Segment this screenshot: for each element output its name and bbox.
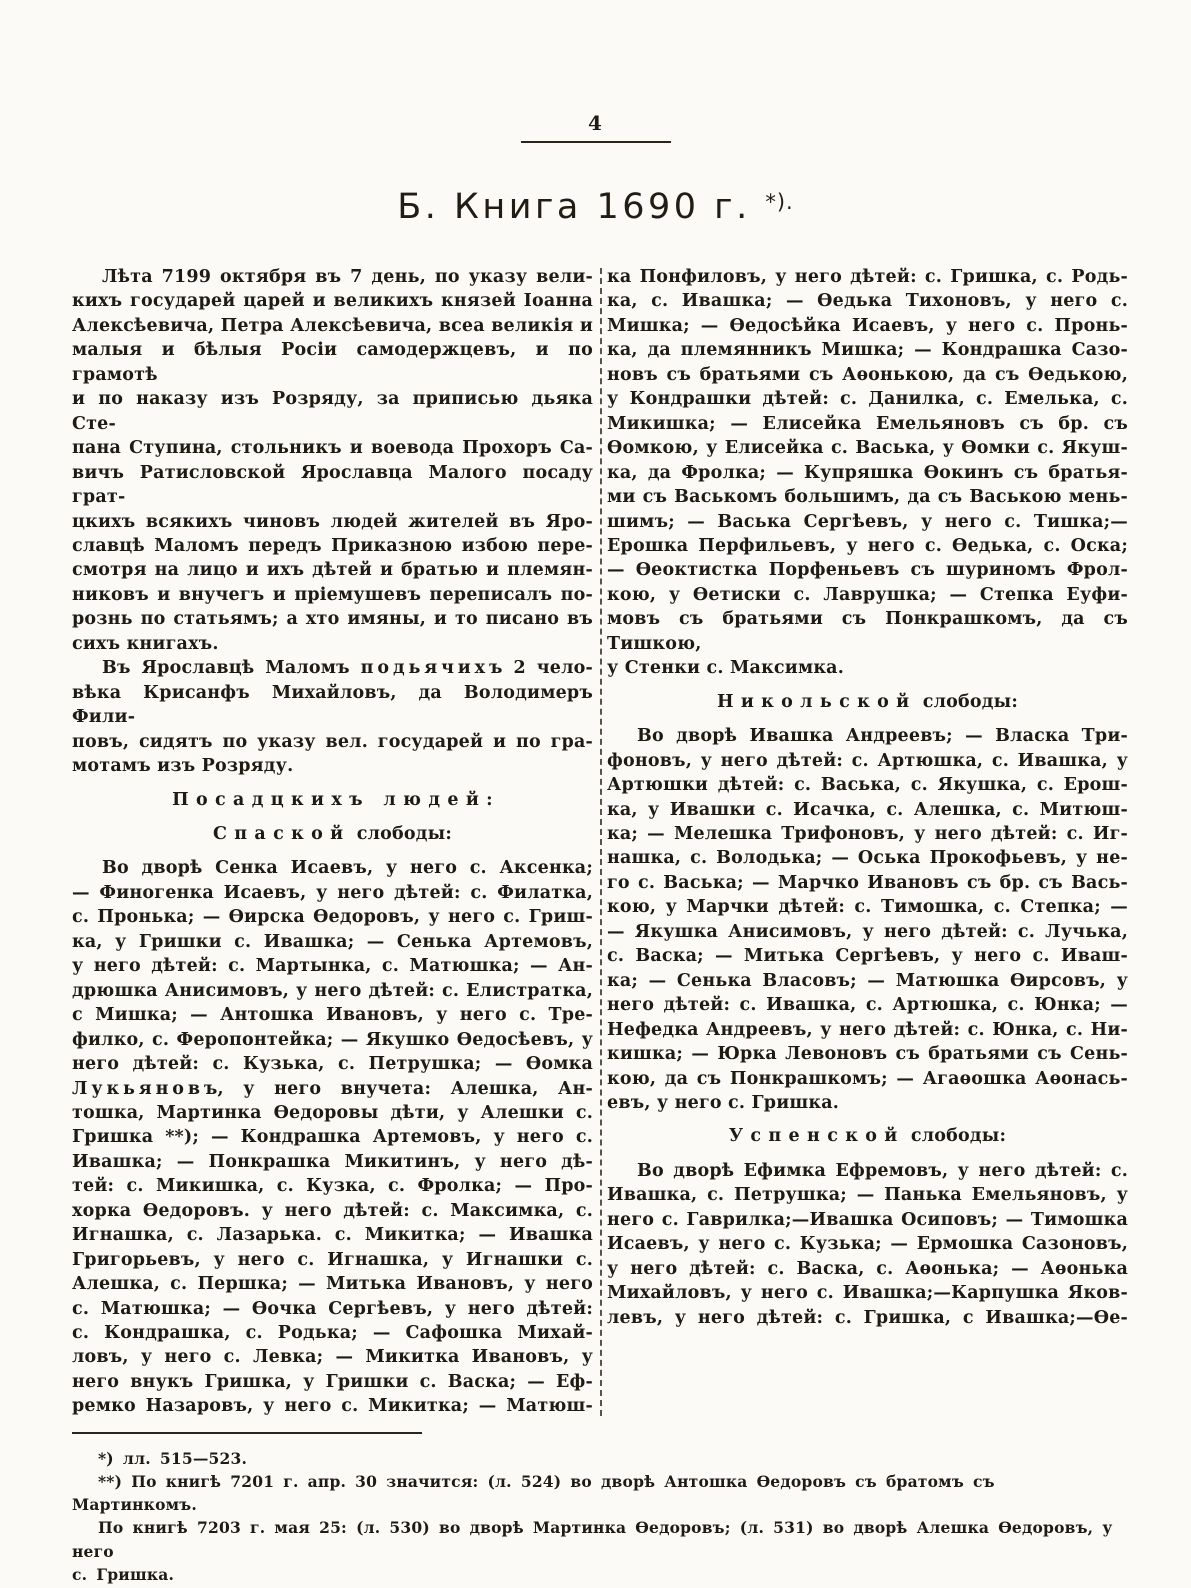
footnotes-area	[72, 1432, 1128, 1586]
text-line: славцѣ Маломъ передъ Приказною избою пере-	[72, 535, 593, 556]
text-line: Артюшки дѣтей: с. Васька, с. Якушка, с. Ерош-	[607, 775, 1128, 796]
text-line: кишка; — Юрка Левоновъ съ братьями съ Сень-	[607, 1044, 1128, 1065]
text-line: левъ, у него дѣтей: с. Гришка, с Ивашка;—Ѳе-	[607, 1307, 1128, 1328]
text-line: рознь по статьямъ; а хто имяны, и то писано въ	[72, 609, 593, 630]
text-line: у Кондрашки дѣтей: с. Данилка, с. Емелька, с.	[607, 389, 1128, 410]
text-line: нашка, с. Володька; — Оська Прокофьевъ, у не-	[607, 848, 1128, 869]
footnote-separator-rule	[72, 1432, 422, 1434]
text-line: Григорьевъ, у него с. Игнашка, у Игнашки с.	[72, 1249, 593, 1270]
page-title-text: Б. Книга 1690 г.	[397, 187, 751, 227]
section-heading-text: слободы:	[916, 691, 1019, 712]
text-line: Мишка; — Ѳедосѣйка Исаевъ, у него с. Пронь-	[607, 315, 1128, 336]
text-line: с. Пронька; — Ѳирска Ѳедоровъ, у него с. Гриш-	[72, 907, 593, 928]
section-heading	[607, 1124, 1128, 1148]
text-line: с. Кондрашка, с. Родька; — Сафошка Михай-	[72, 1323, 593, 1344]
text-line: — Ѳеоктистка Порфеньевъ съ шуриномъ Фрол-	[607, 560, 1128, 581]
text-line: ка, с. Ивашка; — Ѳедька Тихоновъ, у него с.	[607, 291, 1128, 312]
text-line: смотря на лицо и ихъ дѣтей и братью и племян-	[72, 560, 593, 581]
right-column	[607, 265, 1128, 1419]
text-line: повъ, сидятъ по указу вел. государей и по гра-	[72, 731, 593, 752]
text-line: ми съ Васькомъ большимъ, да съ Ваською мень-	[607, 487, 1128, 508]
section-heading-text: слободы:	[904, 1126, 1007, 1147]
text-line: го с. Васька; — Марчко Ивановъ съ бр. съ Вась-	[607, 872, 1128, 893]
text-line: сихъ книгахъ.	[72, 633, 219, 654]
text-line: никовъ и внучегъ и пріемушевъ переписалъ по-	[72, 584, 593, 605]
text-line: хорка Ѳедоровъ. у него дѣтей: с. Максимка, с.	[72, 1200, 593, 1221]
text-line: ремко Назаровъ, у него с. Микитка; — Матюш-	[72, 1396, 593, 1417]
text-line: евъ, у него с. Гришка.	[607, 1092, 840, 1113]
section-heading-spaced-text: Никольской	[716, 691, 917, 712]
text-line: — Финогенка Исаевъ, у него дѣтей: с. Филатка,	[72, 882, 593, 903]
text-line: ка, да Фролка; — Купряшка Ѳокинъ съ братья-	[607, 462, 1128, 483]
paragraph	[72, 656, 593, 778]
text-line: Ивашка; — Понкрашка Микитинъ, у него дѣ-	[72, 1151, 593, 1172]
text-line: у него дѣтей: с. Васка, с. Аѳонька; — Аѳонька	[607, 1258, 1128, 1279]
text-line: малыя и бѣлыя Росіи самодержцевъ, и по грамотѣ	[72, 340, 593, 385]
text-line: с. Матюшка; — Ѳочка Сергѣевъ, у него дѣтей:	[72, 1298, 593, 1319]
text-line: цкихъ всякихъ чиновъ людей жителей въ Яро-	[72, 511, 593, 532]
text-line: дрюшка Анисимовъ, у него дѣтей: с. Елистратка,	[72, 980, 593, 1001]
page-number: 4	[588, 111, 603, 135]
footnote-line: *) лл. 515—523.	[98, 1448, 248, 1468]
text-line: него внукъ Гришка, у Гришки с. Васка; — Еф-	[72, 1371, 593, 1392]
text-line: него дѣтей: с. Кузька, с. Петрушка; — Ѳомка	[72, 1054, 593, 1075]
page-header	[0, 0, 1191, 143]
text-line: Алешка, с. Першка; — Митька Ивановъ, у него	[72, 1274, 593, 1295]
section-heading-text: слободы:	[350, 823, 453, 844]
text-line: кихъ государей царей и великихъ князей Іоанна	[72, 291, 593, 312]
paragraph	[607, 724, 1128, 1115]
page-title	[0, 187, 1191, 227]
footnote-reference-mark: *).	[765, 190, 794, 214]
text-line: Нефедка Андреевъ, у него дѣтей: с. Юнка, с. Ни-	[607, 1019, 1128, 1040]
text-line: ловъ, у него с. Левка; — Микитка Ивановъ, у	[72, 1347, 593, 1368]
text-line: кою, у Ѳетиски с. Лаврушка; — Степка Еуфи-	[607, 584, 1128, 605]
footnote-line: По книгѣ 7203 г. мая 25: (л. 530) во дворѣ Мартинка Ѳедоровъ; (л. 531) во дворѣ Алешка Ѳедоровъ, у него	[72, 1518, 1113, 1561]
text-line: шимъ; — Васька Сергѣевъ, у него с. Тишка;—	[607, 511, 1128, 532]
text-line: Въ Ярославцѣ Маломъ п о д ь я ч и х ъ 2 чело-	[102, 658, 593, 679]
section-heading-spaced-text: Спаской	[212, 823, 351, 844]
text-line: Гришка **); — Кондрашка Артемовъ, у него с.	[72, 1127, 593, 1148]
text-line: у него дѣтей: с. Мартынка, с. Матюшка; — Ан-	[72, 956, 593, 977]
text-line: мовъ съ братьями съ Понкрашкомъ, да съ Тишкою,	[607, 609, 1128, 654]
left-column	[72, 265, 593, 1419]
text-line: Л у к ь я н о в ъ, у него внучета: Алешка, Ан-	[72, 1078, 593, 1099]
column-divider	[600, 268, 602, 1416]
text-line: фоновъ, у него дѣтей: с. Артюшка, с. Ивашка, у	[607, 750, 1128, 771]
text-line: ка, да племянникъ Мишка; — Кондрашка Сазо-	[607, 340, 1128, 361]
text-line: ка, у Гришки с. Ивашка; — Сенька Артемовъ,	[72, 931, 593, 952]
text-line: с Мишка; — Антошка Ивановъ, у него с. Тре-	[72, 1005, 593, 1026]
text-line: с. Васка; — Митька Сергѣевъ, у него с. Иваш-	[607, 946, 1128, 967]
text-line: Исаевъ, у него с. Кузька; — Ермошка Сазоновъ,	[607, 1234, 1128, 1255]
text-line: Игнашка, с. Лазарька. с. Микитка; — Ивашка	[72, 1225, 593, 1246]
paragraph	[607, 265, 1128, 681]
text-line: Микишка; — Елисейка Емельяновъ съ бр. съ	[607, 413, 1128, 434]
text-line: и по наказу изъ Розряду, за приписью дьяка Сте-	[72, 389, 593, 434]
text-line: новъ съ братьями съ Аѳонькою, да съ Ѳедькою,	[607, 364, 1128, 385]
section-heading-spaced-text: Посадцкихъ людей	[172, 789, 487, 810]
footnotes	[72, 1447, 1128, 1586]
text-line: мотамъ изъ Розряду.	[72, 756, 294, 777]
section-heading	[607, 690, 1128, 714]
text-line: вѣка Крисанфъ Михайловъ, да Володимеръ Фили-	[72, 682, 593, 728]
text-line: Во дворѣ Ефимка Ефремовъ, у него дѣтей: с.	[637, 1160, 1128, 1181]
text-line: ка; — Сенька Власовъ; — Матюшка Ѳирсовъ, у	[607, 970, 1128, 991]
paragraph	[72, 265, 593, 656]
footnote-line: **) По книгѣ 7201 г. апр. 30 значится: (л. 524) во дворѣ Антошка Ѳедоровъ съ братомъ съ Мартинкомъ.	[72, 1472, 995, 1515]
text-line: Ивашка, с. Петрушка; — Панька Емельяновъ, у	[607, 1185, 1128, 1206]
text-line: кою, да съ Понкрашкомъ; — Агаѳошка Аѳонась-	[607, 1068, 1128, 1089]
text-line: ка Понфиловъ, у него дѣтей: с. Гришка, с. Родь-	[607, 267, 1128, 287]
text-line: вичъ Ратисловской Ярославца Малого посаду грат-	[72, 462, 593, 508]
text-line: тошка, Мартинка Ѳедоровы дѣти, у Алешки с.	[72, 1102, 593, 1123]
text-line: филко, с. Феропонтейка; — Якушко Ѳедосѣевъ, у	[72, 1029, 593, 1050]
text-line: Алексѣевича, Петра Алексѣевича, всеа великія и	[72, 315, 593, 336]
paragraph	[72, 856, 593, 1418]
text-line: Ѳомкою, у Елисейка с. Васька, у Ѳомки с. Якуш-	[607, 438, 1128, 459]
section-heading-spaced-text: Успенской	[728, 1126, 905, 1147]
text-line: пана Ступина, стольникъ и воевода Прохоръ Са-	[72, 438, 593, 459]
text-line: Ерошка Перфильевъ, у него с. Ѳедька, с. Оска;	[607, 535, 1128, 556]
section-heading	[72, 822, 593, 846]
text-line: ка, у Ивашки с. Исачка, с. Алешка, с. Митюш-	[607, 799, 1128, 820]
footnote-line: с. Гришка.	[72, 1564, 175, 1584]
section-heading	[72, 788, 593, 812]
text-line: него дѣтей: с. Ивашка, с. Артюшка, с. Юнка; —	[607, 995, 1128, 1016]
text-line: кою, у Марчки дѣтей: с. Тимошка, с. Степка; —	[607, 897, 1128, 918]
section-heading-text: :	[486, 789, 493, 810]
text-columns	[72, 265, 1128, 1419]
text-line: Лѣта 7199 октября въ 7 день, по указу вели-	[102, 267, 593, 287]
text-line: Михайловъ, у него с. Ивашка;—Карпушка Яков-	[607, 1283, 1128, 1304]
text-line: тей: с. Микишка, с. Кузка, с. Фролка; — Про-	[72, 1176, 593, 1197]
text-line: Во дворѣ Ивашка Андреевъ; — Власка Три-	[637, 726, 1128, 747]
text-line: — Якушка Анисимовъ, у него дѣтей: с. Лучька,	[607, 921, 1128, 942]
paragraph	[607, 1159, 1128, 1330]
page-number-rule	[521, 141, 671, 143]
text-line: ка; — Мелешка Трифоновъ, у него дѣтей: с. Иг-	[607, 823, 1128, 844]
text-line: у Стенки с. Максимка.	[607, 658, 845, 679]
text-line: него с. Гаврилка;—Ивашка Осиповъ; — Тимошка	[607, 1209, 1128, 1230]
text-line: Во дворѣ Сенка Исаевъ, у него с. Аксенка;	[102, 858, 593, 879]
